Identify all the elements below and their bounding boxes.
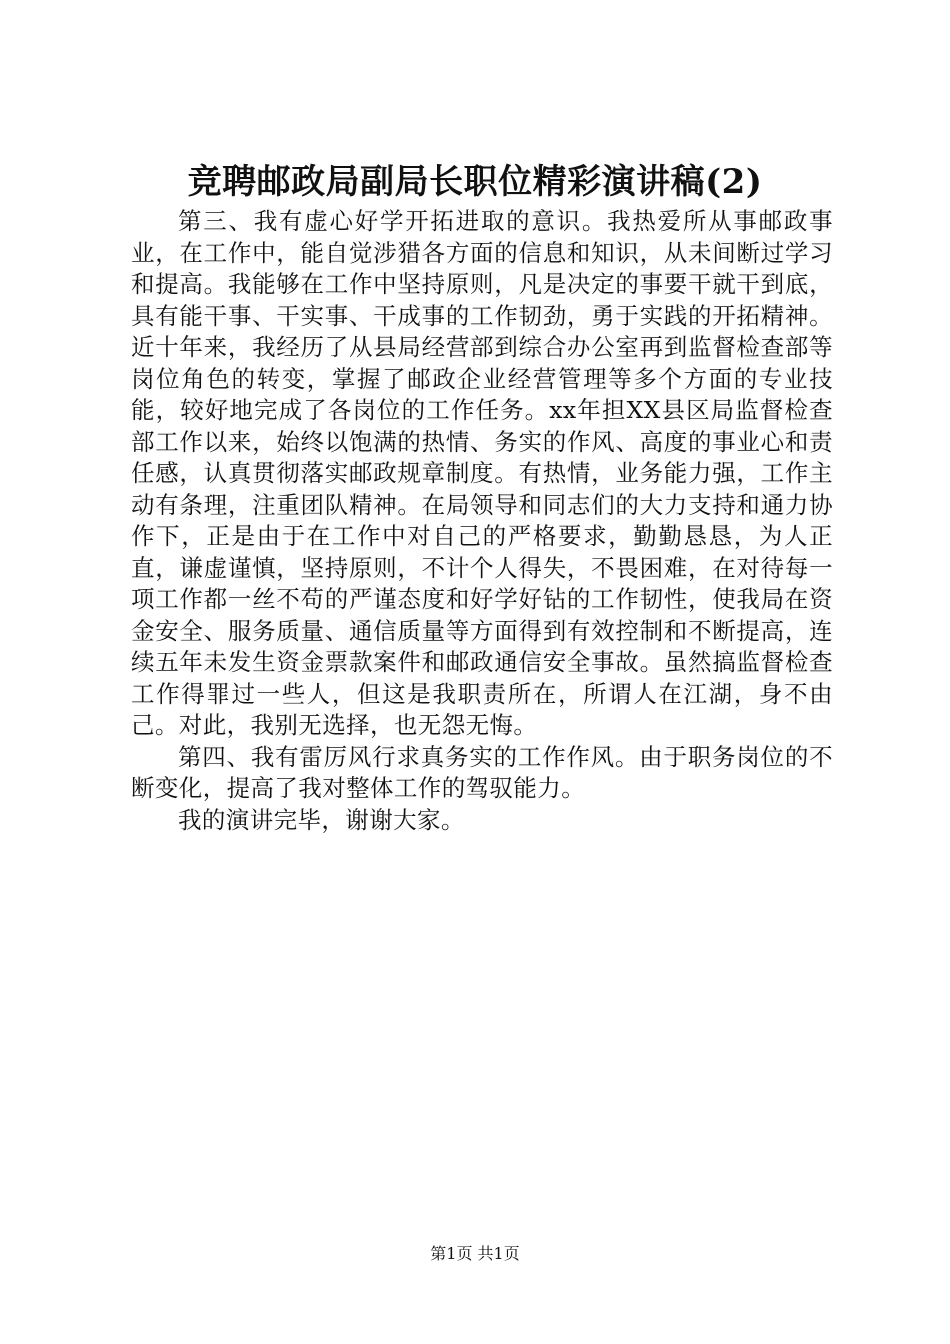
page-footer: 第1页 共1页 xyxy=(430,1244,520,1263)
paragraph-third-point: 第三、我有虚心好学开拓进取的意识。我热爱所从事邮政事业，在工作中，能自觉涉猎各方面的信息和知识，从未间断过学习和提高。我能够在工作中坚持原则，凡是决定的事要干就干到底，具有能干事、干实事、干成事的工作韧劲，勇于实践的开拓精神。近十年来，我经历了从县局经营部到综合办公室再到监督检查部等岗位角色的转变，掌握了邮政企业经营管理等多个方面的专业技能，较好地完成了各岗位的工作任务。xx年担XX县区局监督检查部工作以来，始终以饱满的热情、务实的作风、高度的事业心和责任感，认真贯彻落实邮政规章制度。有热情，业务能力强，工作主动有条理，注重团队精神。在局领导和同志们的大力支持和通力协作下，正是由于在工作中对自己的严格要求，勤勤恳恳，为人正直，谦虚谨慎，坚持原则，不计个人得失，不畏困难，在对待每一项工作都一丝不苟的严谨态度和好学好钻的工作韧性，使我局在资金安全、服务质量、通信质量等方面得到有效控制和不断提高，连续五年未发生资金票款案件和邮政通信安全事故。虽然搞监督检查工作得罪过一些人，但这是我职责所在，所谓人在江湖，身不由己。对此，我别无选择，也无怨无悔。 xyxy=(131,207,833,739)
document-body xyxy=(131,206,833,836)
paragraph-fourth-point: 第四、我有雷厉风行求真务实的工作作风。由于职务岗位的不断变化，提高了我对整体工作的驾驭能力。 xyxy=(131,742,833,802)
document-title: 竞聘邮政局副局长职位精彩演讲稿(2) xyxy=(187,162,763,202)
paragraph-closing: 我的演讲完毕，谢谢大家。 xyxy=(178,805,465,834)
